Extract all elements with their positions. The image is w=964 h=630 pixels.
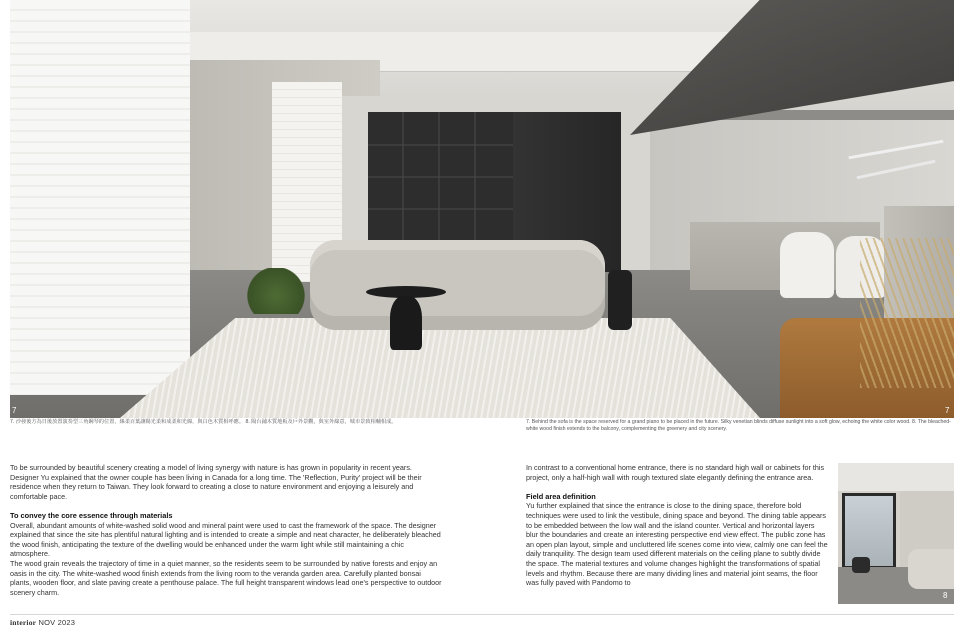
hero-photo xyxy=(10,0,954,418)
intro-paragraph: In contrast to a conventional home entrance, there is no standard high wall or cabinets for this project, only a half-high wall with rough textured slate elegantly defining the entrance area. xyxy=(526,463,825,482)
dried-grass-decor xyxy=(860,238,954,388)
article-column-right xyxy=(526,463,828,588)
ceiling xyxy=(838,463,954,491)
caption-chinese: 7. 沙發後方為日後放置演奏型三角鋼琴的位置，絲柔百葉讓陽光柔和成柔和光線，與白色木質相呼應。 8. 陽台鋪木質地板及戶外景觀，與室外綠意，城市景致相輔相成。 xyxy=(10,419,397,425)
footer-divider xyxy=(10,614,954,615)
article-column-left xyxy=(10,463,442,597)
photo-label: 7 xyxy=(945,406,950,415)
magazine-footer xyxy=(10,618,75,627)
body-paragraph: Overall, abundant amounts of white-washed solid wood and mineral paint were used to cast the framework of the space. The designer explained that since the site has plentiful natural lighting and is intended to create a simple and neat character, he deliberately bleached the wood finish, anticipating the texture of the dwelling would be enhanced under the warm light while still maintaining a chic atmosphere. xyxy=(10,520,441,559)
venetian-blinds xyxy=(10,0,190,395)
coffee-table-base xyxy=(390,296,422,350)
tufted-sofa xyxy=(310,240,605,330)
section-heading: Field area definition xyxy=(526,491,596,501)
caption-english: 7. Behind the sofa is the space reserved for a grand piano to be placed in the future. Silky venetian blinds diffuse sunlight into a soft glow, echoing the white color wood. 8. The bleached-white wood finish extends to the balcony, complementing the greenery and city scenery. xyxy=(526,419,951,432)
body-paragraph: The wood grain reveals the trajectory of time in a quiet manner, so the residents seem to be surrounded by native forests and enjoy an oasis in the city. The white-washed wood finish extends from the living room to the veranda garden area. Carefully planted bonsai plants, wooden floor, and slate paving create a penthouse palace. The full height transparent windows lead one's perspective to outdoor scenery charm. xyxy=(10,558,442,597)
lounge-chair xyxy=(852,557,870,573)
black-bookshelf xyxy=(368,112,513,244)
dining-chair xyxy=(780,232,834,298)
tufted-sofa xyxy=(908,549,954,589)
section-heading: To convey the core essence through materials xyxy=(10,510,173,520)
intro-paragraph: To be surrounded by beautiful scenery creating a model of living synergy with nature is has grown in popularity in recent years. Designer Yu explained that the owner couple has been living in Canada for a long time. The 'Reflection, Purity' project will be their residence when they return to Taiwan. They look forward to creating a close to nature environment and enjoying a leisurely and comfortable pace. xyxy=(10,463,422,501)
potted-plant xyxy=(238,268,314,314)
photo-label: 8 xyxy=(943,591,948,600)
magazine-brand: interior xyxy=(10,618,37,627)
side-table xyxy=(608,270,632,330)
body-paragraph: Yu further explained that since the entrance is close to the dining space, therefore bold techniques were used to link the vestibule, dining space and beyond. The dining table appears to be embedded between the low wall and the island counter. Vertical and horizontal layers blur the boundaries and create an interesting perspective end view effect. The public zone has an open plan layout, simple and uncluttered life scenes come into view, calmly one can feel the daily tranquility. The design team used different materials on the ceiling plane to subtly divide the space. The material textures and volume changes highlight the transformations of spatial levels and rhythm. Because there are many dividing lines and material joint seams, the floor was fully paved with Pandomo to xyxy=(526,501,828,588)
photo-label: 7 xyxy=(12,406,17,415)
balcony-photo xyxy=(838,463,954,604)
issue-date: NOV 2023 xyxy=(38,618,76,627)
